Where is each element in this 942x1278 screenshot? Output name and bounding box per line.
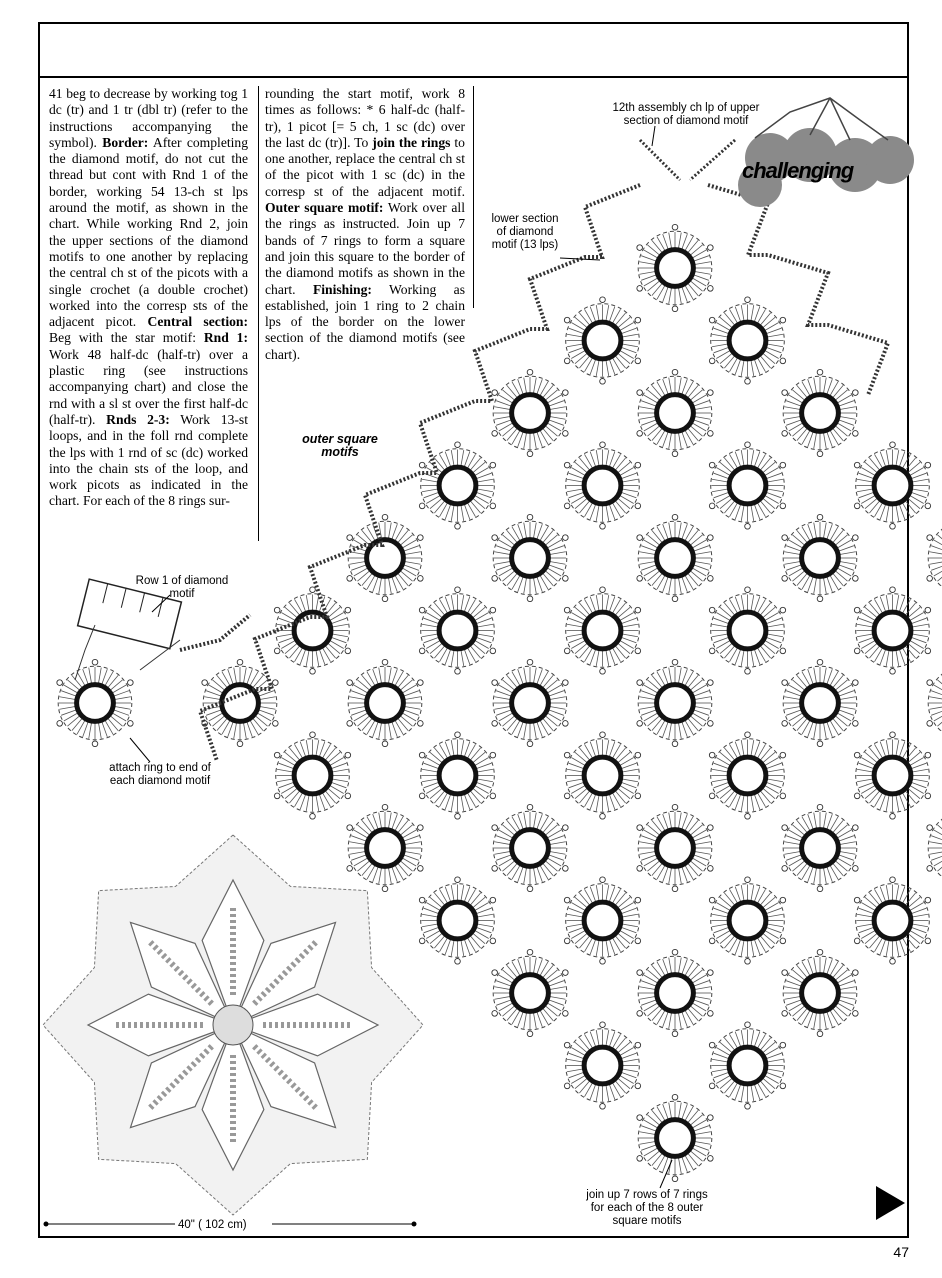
- crochet-ring: [782, 514, 858, 601]
- crochet-ring: [492, 804, 568, 891]
- crochet-ring: [709, 877, 785, 964]
- bold-heading: Finishing:: [312, 281, 372, 297]
- crochet-ring: [419, 877, 495, 964]
- label-assembly: 12th assembly ch lp of upper section of diamond motif: [612, 102, 760, 127]
- leader-line: [660, 1160, 672, 1188]
- crochet-ring: [564, 732, 640, 819]
- label-attach: attach ring to end of each diamond motif: [109, 762, 211, 787]
- row1-cell: [121, 588, 126, 607]
- crochet-ring: [564, 1022, 640, 1109]
- assembly-chain: [690, 140, 735, 180]
- crochet-ring: [274, 587, 350, 674]
- crochet-ring: [57, 659, 133, 746]
- star-motif-center: [213, 1005, 253, 1045]
- label-outer-square: outer square motifs: [302, 432, 378, 459]
- crochet-ring: [637, 804, 713, 891]
- crochet-ring: [782, 804, 858, 891]
- crochet-ring: [709, 587, 785, 674]
- label-row1: Row 1 of diamond motif: [135, 575, 229, 600]
- crochet-ring: [637, 224, 713, 311]
- crochet-ring: [492, 949, 568, 1036]
- crochet-ring: [709, 732, 785, 819]
- dimension-end: [412, 1222, 417, 1227]
- crochet-ring: [347, 514, 423, 601]
- cherries-icon: [866, 136, 914, 184]
- crochet-ring: [782, 369, 858, 456]
- crochet-ring: [709, 442, 785, 529]
- bold-heading: Outer square motif:: [265, 200, 384, 216]
- border-chain: [180, 615, 250, 650]
- crochet-ring: [347, 804, 423, 891]
- crochet-ring: [854, 877, 930, 964]
- crochet-ring: [419, 587, 495, 674]
- dimension-end: [44, 1222, 49, 1227]
- crochet-ring: [927, 659, 942, 746]
- crochet-ring: [709, 297, 785, 384]
- crochet-ring: [637, 514, 713, 601]
- label-lower-section: lower section of diamond motif (13 lps): [491, 213, 559, 251]
- bold-heading: join the rings: [372, 134, 451, 150]
- attach-chain: [140, 640, 180, 670]
- dimension-label: 40" ( 102 cm): [178, 1219, 247, 1231]
- leader-line: [130, 738, 150, 762]
- crochet-ring: [492, 659, 568, 746]
- body-text: rounding the start motif, work 8 times as follows: * 6 half-dc (half-tr), 1 picot [= 5 ch, 1 sc (dc) over the last dc (tr)]. To: [265, 86, 465, 150]
- crochet-ring: [637, 1094, 713, 1181]
- crochet-ring: [564, 877, 640, 964]
- challenging-badge: challenging: [742, 158, 854, 183]
- crochet-ring: [274, 732, 350, 819]
- crochet-ring: [782, 659, 858, 746]
- cherries-icon: [830, 98, 850, 140]
- bold-heading: Border:: [102, 134, 149, 150]
- crochet-ring: [492, 369, 568, 456]
- attach-chain: [75, 625, 95, 680]
- crochet-ring: [927, 804, 942, 891]
- crochet-ring: [637, 369, 713, 456]
- crochet-ring: [564, 442, 640, 529]
- crochet-ring: [854, 442, 930, 529]
- body-text: 41 beg to decrease by working tog 1 dc (tr) and 1 tr (dbl tr) (refer to the instructions accompanying the symbol).: [49, 86, 248, 150]
- body-text: After completing the diamond motif, do not cut the thread but cont with Rnd 1 of the border, working 54 13-ch st lps around the motif, as shown in the chart. While working Rnd 2, join the upper sections of the diamond motifs to one another by replacing the central ch st of the picots with a single crochet (a double crochet) worked into the corresp sts of the adjacent picot.: [49, 134, 249, 330]
- bold-heading: Central section:: [147, 314, 248, 330]
- crochet-ring: [564, 587, 640, 674]
- crochet-ring: [419, 732, 495, 819]
- crochet-ring: [564, 297, 640, 384]
- crochet-ring: [709, 1022, 785, 1109]
- crochet-ring: [637, 949, 713, 1036]
- body-text: Beg with the star motif:: [49, 330, 204, 346]
- diamond-border-stair: [200, 185, 640, 761]
- crochet-ring: [492, 514, 568, 601]
- diamond-border-stair: [708, 185, 888, 395]
- crochet-ring: [854, 732, 930, 819]
- crochet-ring: [927, 514, 942, 601]
- bold-heading: Rnd 1:: [203, 330, 248, 346]
- bold-heading: Rnds 2-3:: [106, 411, 170, 427]
- page-number: 47: [893, 1244, 909, 1260]
- crochet-ring: [782, 949, 858, 1036]
- body-text: Work over all the rings as instructed. Join up 7 bands of 7 rings to form a square and join this square to the border of the diamond motifs as shown in the chart.: [265, 200, 465, 297]
- assembly-chain: [640, 140, 680, 180]
- label-join: join up 7 rows of 7 rings for each of the 8 outer square motifs: [586, 1189, 708, 1227]
- next-page-arrow-icon: [876, 1186, 905, 1220]
- body-text: to one another, replace the central ch st of the picot with 1 sc (dc) in the corresp st of the adjacent motif.: [265, 134, 465, 199]
- body-text: Working as established, join 1 ring to 2 chain lps of the border on the lower section of the diamond motifs (see chart).: [265, 281, 466, 362]
- crochet-ring: [347, 659, 423, 746]
- crochet-ring: [637, 659, 713, 746]
- body-text: Work 13-st loops, and in the foll rnd complete the lps with 1 rnd of sc (dc) worked into the chain sts of the loop, and work picots as indicated in the chart. For each of the 8 rings sur-: [49, 411, 248, 509]
- crochet-ring: [854, 587, 930, 674]
- row1-cell: [103, 584, 108, 603]
- body-text: Work 48 half-dc (half-tr) over a plastic ring (see instructions accompanying chart) and close the rnd with a sl st over the first half-dc (half-tr).: [49, 346, 248, 427]
- leader-line: [652, 126, 655, 146]
